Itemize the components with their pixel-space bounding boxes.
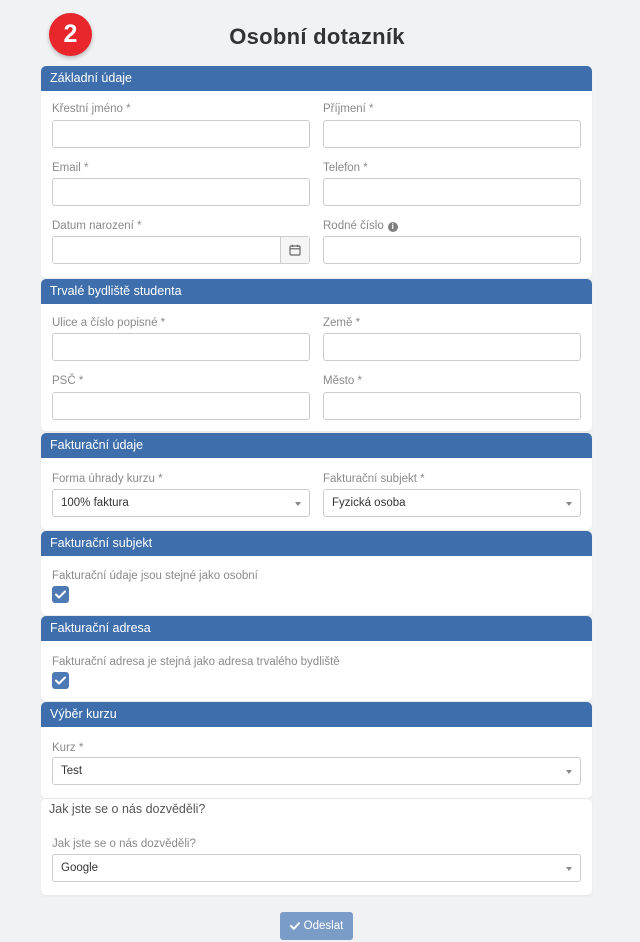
birth-number-label: Rodné číslo i <box>323 219 398 233</box>
phone-label: Telefon * <box>323 162 368 174</box>
section-header: Výběr kurzu <box>41 702 592 727</box>
city-label: Město * <box>323 375 362 387</box>
same-as-residence-label: Fakturační adresa je stejná jako adresa trvalého bydliště <box>52 656 340 668</box>
course-label: Kurz * <box>52 742 84 754</box>
payment-method-label: Forma úhrady kurzu * <box>52 473 163 485</box>
submit-button[interactable] <box>280 912 353 940</box>
referral-select[interactable] <box>52 854 581 882</box>
birth-date-input[interactable] <box>52 236 310 264</box>
section-header: Jak jste se o nás dozvěděli? <box>49 802 206 816</box>
course-value: Test <box>61 765 83 777</box>
chevron-down-icon <box>566 867 572 871</box>
email-label: Email * <box>52 162 89 174</box>
check-icon <box>55 676 66 685</box>
first-name-label: Křestní jméno * <box>52 103 131 115</box>
check-icon <box>290 922 300 930</box>
city-input[interactable] <box>323 392 581 420</box>
billing-subject-label: Fakturační subjekt * <box>323 473 425 485</box>
zip-label: PSČ * <box>52 375 84 387</box>
billing-subject-select[interactable] <box>323 489 581 517</box>
street-input[interactable] <box>52 333 310 361</box>
address-section <box>41 279 592 431</box>
payment-method-value: 100% faktura <box>61 497 129 509</box>
billing-section <box>41 433 592 530</box>
referral-label: Jak jste se o nás dozvěděli? <box>52 838 196 850</box>
calendar-button[interactable] <box>280 237 309 263</box>
referral-value: Google <box>61 862 99 874</box>
page-title: Osobní dotazník <box>229 24 405 49</box>
step-badge: 2 <box>49 13 92 56</box>
chevron-down-icon <box>566 770 572 774</box>
course-section <box>41 702 592 798</box>
section-header: Základní údaje <box>41 66 592 91</box>
phone-input[interactable] <box>323 178 581 206</box>
section-header: Fakturační subjekt <box>41 531 592 556</box>
street-label: Ulice a číslo popisné * <box>52 317 166 329</box>
section-header: Fakturační údaje <box>41 433 592 458</box>
section-header: Fakturační adresa <box>41 616 592 641</box>
chevron-down-icon <box>295 502 301 506</box>
country-input[interactable] <box>323 333 581 361</box>
basic-info-section <box>41 66 592 278</box>
same-as-personal-checkbox[interactable] <box>52 586 69 603</box>
billing-subject-value: Fyzická osoba <box>332 497 406 509</box>
birth-date-label: Datum narození * <box>52 220 142 232</box>
billing-subject-section <box>41 531 592 615</box>
same-as-residence-checkbox[interactable] <box>52 672 69 689</box>
last-name-label: Příjmení * <box>323 103 374 115</box>
zip-input[interactable] <box>52 392 310 420</box>
info-icon[interactable]: i <box>388 222 398 232</box>
last-name-input[interactable] <box>323 120 581 148</box>
course-select[interactable] <box>52 757 581 785</box>
referral-section <box>41 799 592 895</box>
chevron-down-icon <box>566 502 572 506</box>
birth-number-input[interactable] <box>323 236 581 264</box>
billing-address-section <box>41 616 592 701</box>
email-input[interactable] <box>52 178 310 206</box>
same-as-personal-label: Fakturační údaje jsou stejné jako osobní <box>52 570 258 582</box>
country-label: Země * <box>323 317 361 329</box>
section-header: Trvalé bydliště studenta <box>41 279 592 304</box>
first-name-input[interactable] <box>52 120 310 148</box>
calendar-icon <box>289 244 301 256</box>
submit-label: Odeslat <box>303 920 344 932</box>
payment-method-select[interactable] <box>52 489 310 517</box>
check-icon <box>55 590 66 599</box>
